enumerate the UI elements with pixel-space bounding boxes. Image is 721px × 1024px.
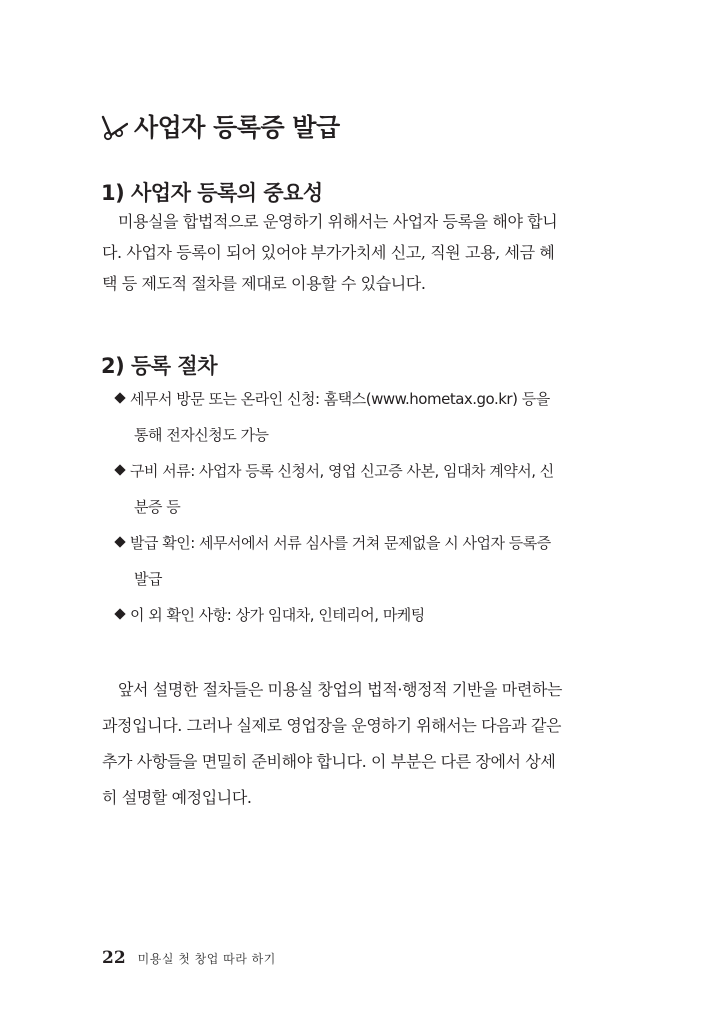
paragraph-closing: [102, 672, 596, 816]
diamond-bullet-icon: [114, 392, 125, 403]
list-item-line: 분증 등: [134, 498, 181, 516]
heading-procedure: 2) 등록 절차: [101, 354, 217, 378]
page-footer: [102, 948, 276, 968]
section-title: [100, 108, 340, 144]
scissors-icon: [100, 111, 128, 141]
title-text: 사업자 등록증 발급: [134, 113, 340, 142]
list-item-line: 통해 전자신청도 가능: [134, 426, 269, 444]
diamond-bullet-icon: [114, 536, 125, 547]
diamond-bullet-icon: [114, 464, 125, 475]
paragraph-line: 앞서 설명한 절차들은 미용실 창업의 법적·행정적 기반을 마련하는: [118, 680, 563, 699]
paragraph-line: 다. 사업자 등록이 되어 있어야 부가가치세 신고, 직원 고용, 세금 혜: [102, 243, 555, 262]
list-item-line: 구비 서류: 사업자 등록 신청서, 영업 신고증 사본, 임대차 계약서, 신: [130, 462, 554, 480]
diamond-bullet-icon: [114, 608, 125, 619]
heading-importance: 1) 사업자 등록의 중요성: [101, 181, 323, 205]
list-item-line: 발급 확인: 세무서에서 서류 심사를 거쳐 문제없을 시 사업자 등록증: [130, 534, 551, 552]
procedure-list: [116, 381, 596, 633]
list-item: [116, 381, 596, 453]
book-title: 미용실 첫 창업 따라 하기: [137, 952, 276, 966]
paragraph-line: 택 등 제도적 절차를 제대로 이용할 수 있습니다.: [102, 274, 426, 293]
list-item: [116, 525, 596, 597]
paragraph-importance: [102, 206, 596, 299]
list-item-line: 발급: [134, 570, 162, 588]
list-item-line: 이 외 확인 사항: 상가 임대차, 인테리어, 마케팅: [130, 606, 425, 624]
list-item: [116, 597, 596, 633]
paragraph-line: 히 설명할 예정입니다.: [102, 788, 252, 807]
paragraph-line: 미용실을 합법적으로 운영하기 위해서는 사업자 등록을 해야 합니: [118, 212, 558, 231]
paragraph-line: 추가 사항들을 면밀히 준비해야 합니다. 이 부분은 다른 장에서 상세: [102, 752, 556, 771]
page-number: 22: [102, 948, 126, 968]
paragraph-line: 과정입니다. 그러나 실제로 영업장을 운영하기 위해서는 다음과 같은: [102, 716, 562, 735]
list-item-line: 세무서 방문 또는 온라인 신청: 홈택스(www.hometax.go.kr) 등을: [130, 390, 550, 408]
list-item: [116, 453, 596, 525]
